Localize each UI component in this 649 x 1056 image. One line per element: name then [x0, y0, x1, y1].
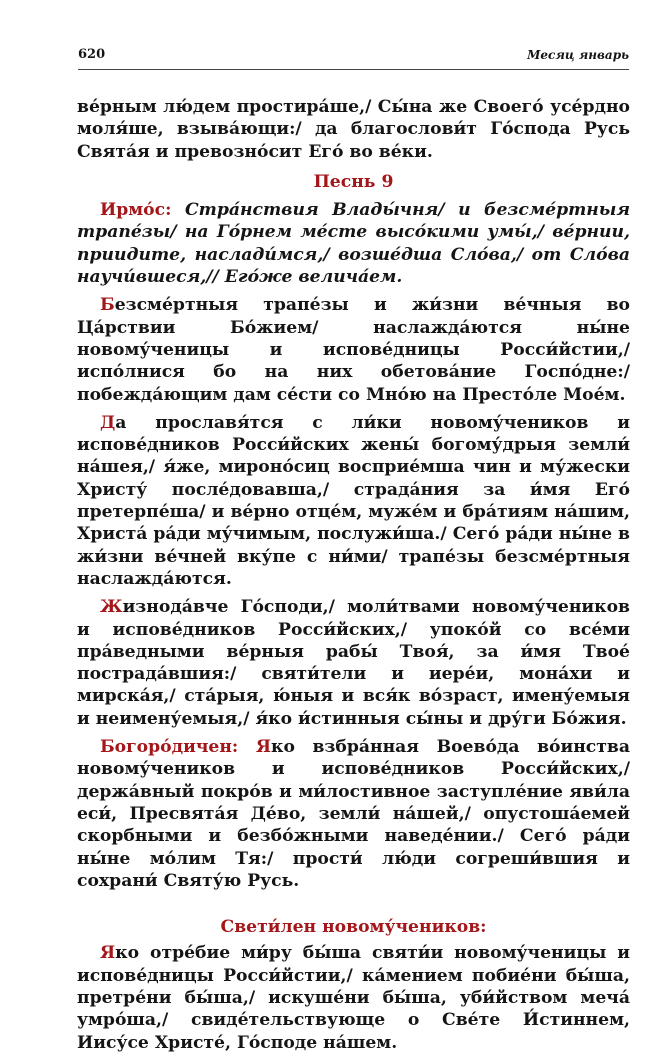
- drop-initial: Д: [100, 412, 116, 433]
- page-number: 620: [78, 47, 106, 62]
- theotokion: [77, 736, 630, 892]
- svetilen-heading: Свети́лен новому́чеников:: [220, 917, 487, 938]
- troparion-text: езсме́ртныя трапе́зы и жи́зни ве́чныя во Ца́рствии Бо́жием/ наслажда́ются ны́не новому́ченицы и испове́дницы Росси́йстии,/ испо́лнися бо на них обетова́ние Госпо́дне:/ побежда́ющим дам се́сти со Мно́ю на Престо́ле Мое́м.: [77, 295, 630, 405]
- troparion-2: [77, 412, 630, 590]
- svetilen-text: ко отре́бие ми́ру бы́ша святи́и новому́ченицы и испове́дницы Росси́йстии,/ ка́мением побие́ни бы́ша, претре́ни бы́ша,/ искуше́ни бы́ша, уби́йством меча́ умро́ша,/ свиде́тельствующе о Све́те И́стиннем, Иису́се Христе́, Го́споде на́шем.: [77, 943, 630, 1053]
- drop-initial: Я: [255, 737, 272, 758]
- section-title: Месяц январь: [527, 48, 629, 62]
- drop-initial: Я: [100, 943, 116, 964]
- drop-initial: Ж: [100, 597, 123, 618]
- theotokion-label: Богоро́дичен:: [100, 737, 239, 758]
- irmos-paragraph: [77, 199, 630, 288]
- troparion-1: [77, 294, 630, 405]
- intro-paragraph: ве́рным лю́дем простира́ше,/ Сы́на же Своего́ усе́рдно моля́ше, взыва́ющи:/ да благослови́т Го́спода Русь Свята́я и превозно́сит Его́ во ве́ки.: [77, 97, 630, 162]
- troparion-text: изнода́вче Го́споди,/ моли́твами новому́чеников и испове́дников Росси́йских,/ упоко́й со все́ми пра́ведными ве́рныя рабы́ Твоя́, за и́мя Твое́ пострада́вшия:/ святи́тели и иере́и, мона́хи и мирска́я,/ ста́рыя, ю́ныя и вся́к во́зраст, имену́емыя и неимену́емыя,/ я́ко и́стинныя сы́ны и дру́ги Бо́жия.: [77, 597, 630, 729]
- drop-initial: Б: [100, 295, 115, 316]
- irmos-text: Стра́нствия Влады́чня/ и безсме́ртныя трапе́зы/ на Го́рнем ме́сте высо́кими умы́,/ ве́рнии, приидите, наслади́мся,/ возше́дша Сло́ва,/ от Сло́ва научи́вшеся,// Его́же велича́ем.: [77, 200, 631, 288]
- page-body: [77, 96, 630, 1054]
- svetilen-paragraph: [77, 942, 630, 1053]
- song-heading: Песнь 9: [313, 171, 394, 192]
- irmos-label: Ирмо́с:: [100, 200, 172, 221]
- running-header: [78, 47, 629, 70]
- theotokion-text: ко взбра́нная Воево́да во́инства новому́чеников и испове́дников Росси́йских,/ держа́вный покро́в и ми́лостивное заступле́ние яви́ла еси́, Пресвята́я Де́во, земли́ на́шей,/ опустоша́емей скорбными и безбо́жными наведе́нии./ Сего́ ра́ди ны́не мо́лим Тя:/ прости́ лю́ди согреши́вшия и сохрани́ Святу́ю Русь.: [77, 737, 630, 891]
- troparion-3: [77, 596, 630, 730]
- troparion-text: а прославя́тся с ли́ки новому́чеников и испове́дников Росси́йских жены́ богому́дрыя земли́ на́шея,/ я́же, мироно́сиц восприе́мша чин и му́жески Христу́ после́довавша,/ страда́ния за и́мя Его́ претерпе́ша/ и ве́рно отце́м, муже́м и бра́тиям на́шим, Христа́ ра́ди му́чимым, послужи́ша./ Сего́ ра́ди ны́не в жи́зни ве́чней вку́пе с ни́ми/ трапе́зы безсме́ртныя наслажда́ются.: [77, 412, 630, 589]
